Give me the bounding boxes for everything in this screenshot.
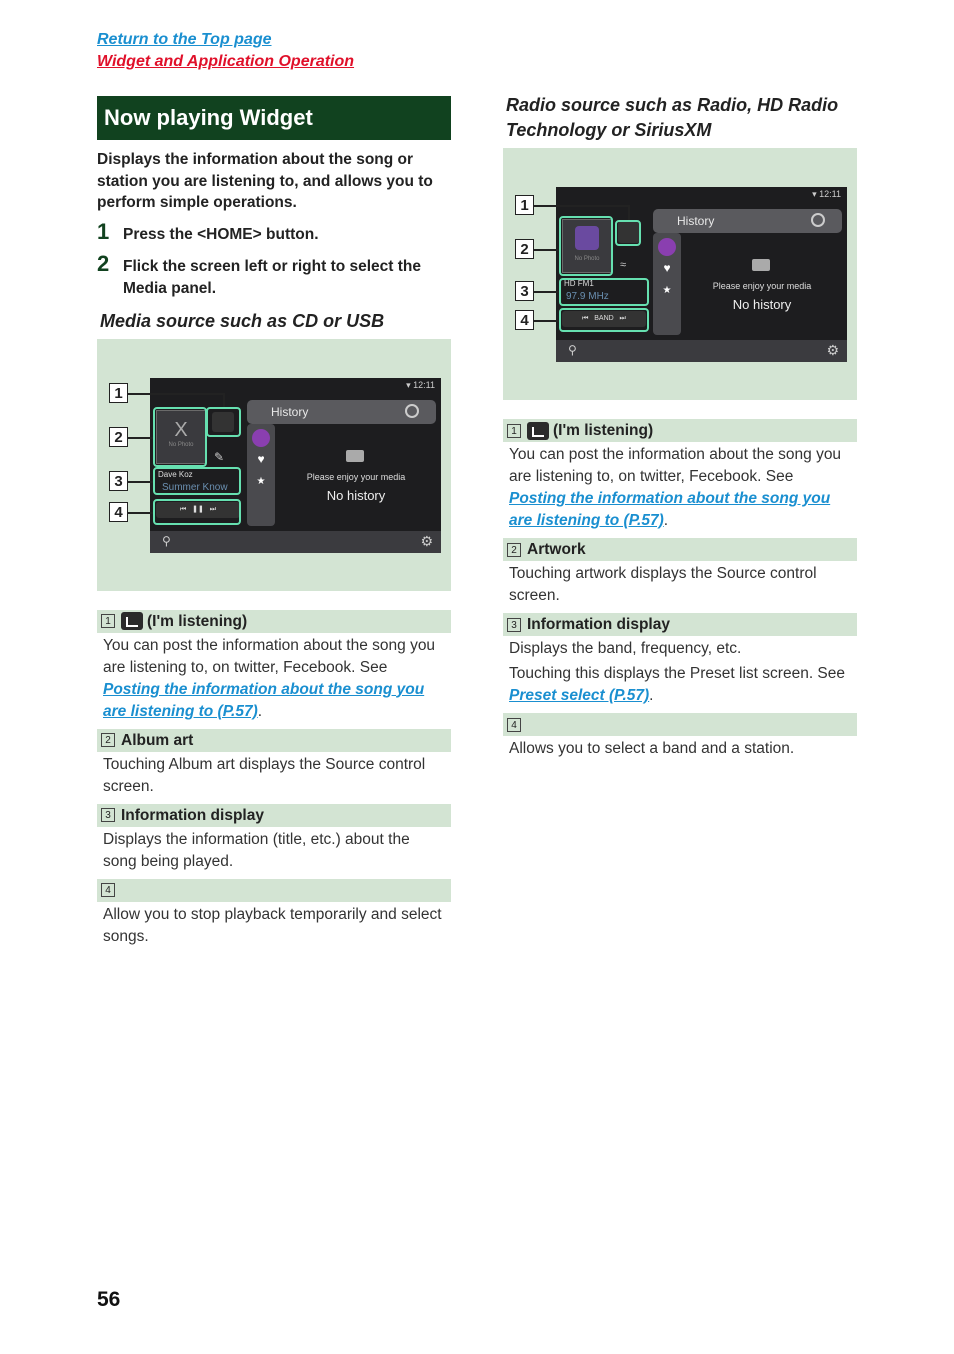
callout-1: 1 — [515, 195, 534, 215]
leader-line — [223, 393, 225, 407]
highlight-4 — [559, 308, 649, 332]
item-head-2 — [503, 538, 857, 561]
media-subhead: Media source such as CD or USB — [100, 310, 385, 331]
callout-1: 1 — [109, 383, 128, 403]
bottom-bar — [556, 340, 847, 362]
item-text: Displays the band, frequency, etc. — [509, 640, 742, 657]
item-number: 4 — [101, 883, 115, 897]
clock: 12:11 — [413, 379, 435, 390]
band-label: BAND — [594, 315, 614, 322]
media-icon — [752, 259, 770, 271]
item-text-line — [509, 663, 851, 707]
status-bar — [556, 187, 847, 201]
callout-4: 4 — [109, 502, 128, 522]
radio-figure — [503, 148, 857, 400]
intro-text: Displays the information about the song or station you are listening to, and allows you to perform simple operations. — [97, 151, 433, 211]
highlight-4 — [153, 499, 241, 525]
leader-line — [534, 249, 559, 251]
side-panel — [653, 233, 681, 335]
band-controls[interactable]: ⏮ BAND ⏭ — [562, 311, 646, 327]
step-text: Press the <HOME> button. — [123, 225, 319, 243]
item-number: 3 — [507, 618, 521, 632]
item-head-4 — [503, 713, 857, 736]
item-body-3: Displays the information (title, etc.) about the song being played. — [103, 830, 410, 870]
step-1 — [97, 218, 451, 246]
item-head-3 — [503, 613, 857, 636]
item-number: 4 — [507, 718, 521, 732]
highlight-3 — [559, 278, 649, 306]
item-head-3 — [97, 804, 451, 827]
leader-line — [128, 437, 153, 439]
page-number: 56 — [97, 1288, 121, 1311]
gear-icon[interactable]: ⚙ — [826, 342, 839, 358]
station-label: HD FM1 — [564, 279, 594, 288]
callout-3: 3 — [109, 471, 128, 491]
item-title: Information display — [121, 806, 264, 824]
section-link[interactable]: Widget and Application Operation — [97, 53, 355, 70]
media-icon — [346, 450, 364, 462]
item-body-2: Touching artwork displays the Source control screen. — [509, 565, 817, 604]
left-column — [97, 96, 451, 954]
item-text: You can post the information about the song you are listening to, on twitter, Fecebook. See — [509, 446, 842, 485]
leader-line — [128, 512, 153, 514]
star-icon[interactable]: ★ — [256, 475, 266, 487]
clock-icon[interactable] — [658, 238, 676, 256]
refresh-icon[interactable] — [405, 404, 419, 418]
radio-subhead: Radio source such as Radio, HD Radio Technology or SiriusXM — [506, 95, 839, 140]
item-number: 1 — [507, 424, 521, 438]
item-title: Album art — [121, 731, 194, 749]
step-number: 2 — [97, 250, 110, 276]
posting-link[interactable]: Posting the information about the song you are listening to (P.57) — [103, 680, 425, 720]
star-icon[interactable]: ★ — [662, 285, 672, 296]
heart-icon[interactable]: ♥ — [257, 451, 265, 466]
item-text: . — [257, 702, 263, 720]
item-head-4 — [97, 879, 451, 902]
bottom-bar — [150, 531, 441, 553]
step-text: Flick the screen left or right to select the Media panel. — [123, 257, 422, 297]
empty-message: Please enjoy your media — [712, 281, 812, 291]
item-title: (I'm listening) — [553, 422, 654, 439]
posting-link[interactable]: Posting the information about the song you are listening to (P.57) — [509, 490, 831, 529]
media-figure — [97, 339, 451, 591]
leader-line — [534, 291, 559, 293]
leader-line — [128, 481, 153, 483]
item-text: Touching this displays the Preset list screen. See — [509, 665, 846, 682]
leader-line — [534, 205, 629, 207]
history-label: History — [677, 214, 715, 228]
side-panel — [247, 424, 275, 526]
highlight-2 — [559, 216, 613, 276]
item-text: You can post the information about the song you are listening to, on twitter, Fecebook. See — [103, 636, 436, 676]
no-art-icon: X — [174, 418, 188, 441]
status-bar — [150, 378, 441, 392]
item-number: 3 — [101, 808, 115, 822]
step-number: 1 — [97, 218, 110, 244]
item-number: 2 — [101, 733, 115, 747]
item-text: . — [649, 687, 654, 704]
item-body-4: Allow you to stop playback temporarily and select songs. — [103, 905, 442, 945]
pencil-icon: ✎ — [214, 449, 225, 464]
item-title: Artwork — [527, 541, 586, 558]
item-number: 1 — [101, 614, 115, 628]
playback-controls[interactable]: ⏮ ❚❚ ⏭ — [156, 502, 240, 518]
item-title: Information display — [527, 616, 670, 633]
share-icon — [121, 612, 143, 630]
item-title: (I'm listening) — [147, 612, 248, 630]
search-icon[interactable]: ⚲ — [162, 533, 171, 548]
right-column — [503, 93, 857, 766]
item-head-1 — [97, 610, 451, 633]
item-body-2: Touching Album art displays the Source control screen. — [103, 755, 426, 795]
leader-line — [128, 393, 224, 395]
leader-line — [534, 320, 559, 322]
clock-icon[interactable] — [252, 429, 270, 447]
item-head-2 — [97, 729, 451, 752]
clock: 12:11 — [819, 189, 841, 199]
no-photo-label: No Photo — [168, 441, 194, 448]
leader-line — [628, 205, 630, 220]
step-2 — [97, 250, 451, 300]
history-label: History — [271, 404, 309, 419]
highlight-3 — [153, 467, 241, 495]
search-icon[interactable]: ⚲ — [568, 343, 577, 357]
heart-icon[interactable]: ♥ — [663, 261, 671, 275]
gear-icon[interactable]: ⚙ — [420, 532, 433, 549]
frequency-label: 97.9 MHz — [566, 291, 609, 302]
item-number: 2 — [507, 543, 521, 557]
no-history-message: No history — [326, 487, 386, 503]
item-body-1 — [97, 635, 451, 723]
return-top-link[interactable]: Return to the Top page — [97, 31, 272, 48]
wifi-icon: ▾ — [406, 379, 411, 390]
left-items — [97, 610, 451, 948]
item-body-3 — [503, 638, 857, 707]
artist-label: Dave Koz — [158, 469, 193, 479]
no-history-message: No history — [732, 297, 792, 312]
share-icon — [527, 422, 549, 440]
empty-message: Please enjoy your media — [306, 471, 406, 482]
item-head-1 — [503, 419, 857, 442]
no-photo-label: No Photo — [574, 256, 600, 262]
item-body-4: Allows you to select a band and a station. — [509, 740, 795, 757]
preset-link[interactable]: Preset select (P.57) — [509, 687, 650, 704]
signal-icon: ≈ — [620, 259, 627, 271]
highlight-1 — [615, 220, 641, 246]
song-label: Summer Know — [162, 481, 228, 493]
page-title: Now playing Widget — [97, 96, 451, 140]
item-body-1 — [503, 444, 857, 532]
right-items — [503, 419, 857, 760]
callout-4: 4 — [515, 310, 534, 330]
wifi-icon: ▾ — [812, 189, 817, 199]
item-text: . — [663, 512, 669, 529]
highlight-1 — [206, 407, 241, 437]
refresh-icon[interactable] — [811, 213, 825, 227]
callout-2: 2 — [109, 427, 128, 447]
highlight-2 — [153, 407, 207, 467]
callout-2: 2 — [515, 239, 534, 259]
callout-3: 3 — [515, 281, 534, 301]
